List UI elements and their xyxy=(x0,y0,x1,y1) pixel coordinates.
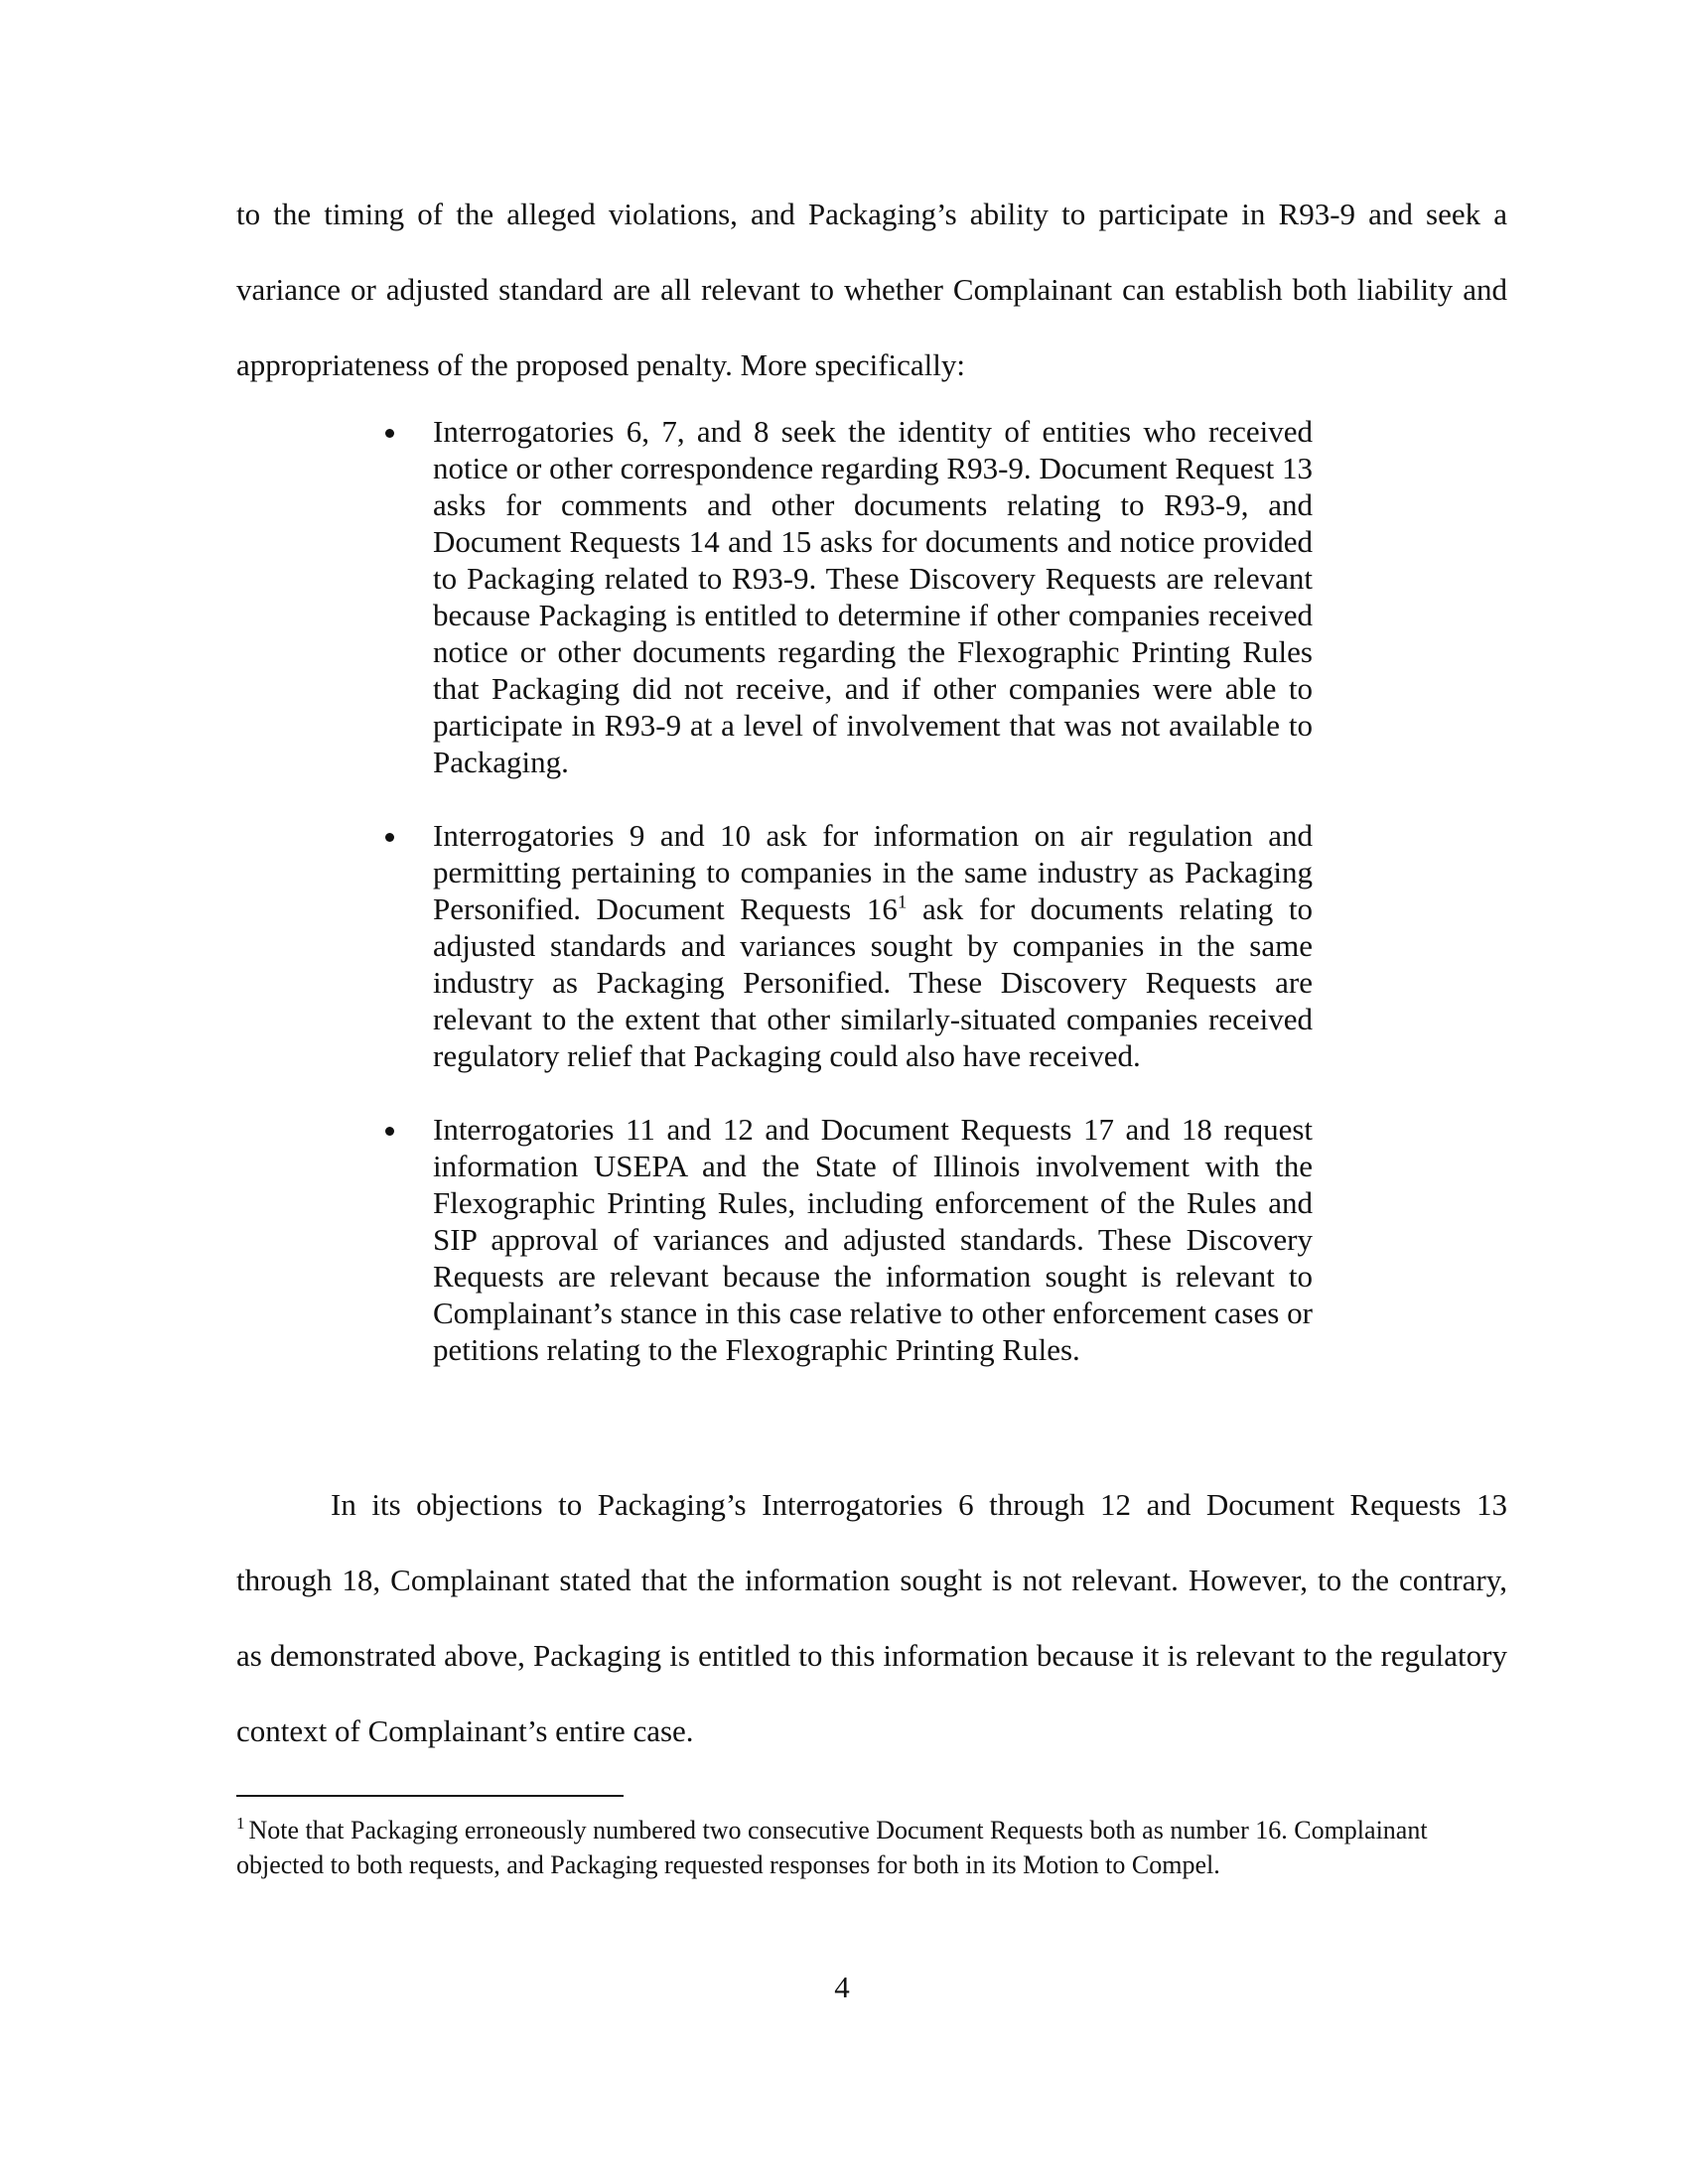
closing-paragraph: In its objections to Packaging’s Interrogatories 6 through 12 and Document Requests 13 through 18, Complainant stated that the information sought is not relevant. However, to the contrary, as demonstrated above, Packaging is entitled to this information because it is relevant to the regulatory context of Complainant’s entire case. xyxy=(236,1487,1507,1748)
bullet-text-part: ask for documents relating to adjusted standards and variances sought by companies in the same industry as Packaging Personified. These Discovery Requests are relevant to the extent that other similarly-situated companies received regulatory relief that Packaging could also have received. xyxy=(433,891,1313,1073)
bullet-text xyxy=(433,818,1313,1073)
page-number: 4 xyxy=(834,1970,850,2004)
bullet-point-icon xyxy=(385,1127,394,1136)
bullet-text: Interrogatories 11 and 12 and Document Requests 17 and 18 request information USEPA and the State of Illinois involvement with the Flexographic Printing Rules, including enforcement of the Rules and SIP approval of variances and adjusted standards. These Discovery Requests are relevant because the information sought is relevant to Complainant’s stance in this case relative to other enforcement cases or petitions relating to the Flexographic Printing Rules. xyxy=(433,1112,1313,1367)
intro-paragraph: to the timing of the alleged violations, and Packaging’s ability to participate in R93-9 and seek a variance or adjusted standard are all relevant to whether Complainant can establish both liability and appropriateness of the proposed penalty. More specifically: xyxy=(236,197,1507,382)
footnote-text: Note that Packaging erroneously numbered two consecutive Document Requests both as number 16. Complainant objected to both requests, and Packaging requested responses for both in its Motion to Compel. xyxy=(236,1816,1428,1879)
footnote xyxy=(236,1813,1487,1882)
bullet-point-icon xyxy=(385,833,394,842)
footnote-divider xyxy=(236,1795,624,1797)
discovery-requests-list xyxy=(379,413,1313,1405)
bullet-text-part: Interrogatories 9 and 10 ask for information on air regulation and permitting pertaining to companies in the same industry as Packaging Personified. Document Requests 16 xyxy=(433,818,1313,926)
bullet-item xyxy=(379,1111,1313,1368)
bullet-item xyxy=(379,413,1313,780)
bullet-point-icon xyxy=(385,429,394,438)
footnote-reference: 1 xyxy=(897,891,908,913)
bullet-text: Interrogatories 6, 7, and 8 seek the identity of entities who received notice or other correspondence regarding R93-9. Document Request 13 asks for comments and other documents relating to R93-9, and Document Requests 14 and 15 asks for documents and notice provided to Packaging related to R93-9. These Discovery Requests are relevant because Packaging is entitled to determine if other companies received notice or other documents regarding the Flexographic Printing Rules that Packaging did not receive, and if other companies were able to participate in R93-9 at a level of involvement that was not available to Packaging. xyxy=(433,414,1313,779)
bullet-item xyxy=(379,817,1313,1074)
footnote-marker: 1 xyxy=(236,1814,245,1834)
